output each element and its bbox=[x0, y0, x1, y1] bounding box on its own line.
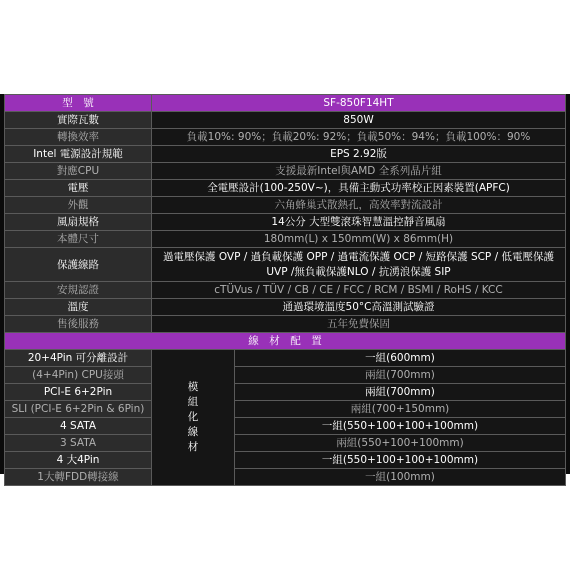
spec-value: 14公分 大型雙滾珠智慧溫控靜音風扇 bbox=[152, 214, 566, 231]
cable-row bbox=[5, 452, 566, 469]
spec-value: 五年免費保固 bbox=[152, 316, 566, 333]
cable-value: 兩組(700+150mm) bbox=[235, 401, 566, 418]
spec-value: 六角蜂巢式散熱孔，高效率對流設計 bbox=[152, 197, 566, 214]
spec-value: 全電壓設計(100-250V~)，具備主動式功率校正因素裝置(APFC) bbox=[152, 180, 566, 197]
group-char: 線 bbox=[187, 426, 199, 438]
group-char: 模 bbox=[187, 381, 199, 393]
spec-value: 通過環境溫度50°C高溫測試驗證 bbox=[152, 299, 566, 316]
spec-row bbox=[5, 299, 566, 316]
cable-value: 兩組(700mm) bbox=[235, 367, 566, 384]
spec-value: 過電壓保護 OVP / 過負載保護 OPP / 過電流保護 OCP / 短路保護 SCP / 低電壓保護 UVP /無負載保護NLO / 抗湧浪保護 SIP bbox=[152, 248, 566, 282]
cable-label: SLI (PCI-E 6+2Pin & 6Pin) bbox=[5, 401, 152, 418]
cable-section-title: 線 材 配 置 bbox=[5, 333, 566, 350]
modular-cable-group-label bbox=[152, 350, 235, 486]
cable-row bbox=[5, 401, 566, 418]
spec-value: 負載10%: 90%；負載20%: 92%；負載50%：94%；負載100%：90% bbox=[152, 129, 566, 146]
spec-value: 850W bbox=[152, 112, 566, 129]
group-char: 化 bbox=[187, 411, 199, 423]
cable-label: 4 SATA bbox=[5, 418, 152, 435]
cable-label: 4 大4Pin bbox=[5, 452, 152, 469]
spec-row bbox=[5, 146, 566, 163]
header-row bbox=[5, 95, 566, 112]
group-char: 材 bbox=[187, 441, 199, 453]
spec-value: EPS 2.92版 bbox=[152, 146, 566, 163]
spec-row bbox=[5, 129, 566, 146]
model-label: 型 號 bbox=[5, 95, 152, 112]
cable-value: 一組(550+100+100+100mm) bbox=[235, 452, 566, 469]
spec-label: 轉換效率 bbox=[5, 129, 152, 146]
cable-row bbox=[5, 367, 566, 384]
spec-label: 售後服務 bbox=[5, 316, 152, 333]
spec-row bbox=[5, 197, 566, 214]
spec-row bbox=[5, 316, 566, 333]
spec-row bbox=[5, 282, 566, 299]
spec-table bbox=[4, 94, 566, 486]
spec-label: 本體尺寸 bbox=[5, 231, 152, 248]
model-value: SF-850F14HT bbox=[152, 95, 566, 112]
cable-row bbox=[5, 350, 566, 367]
cable-value: 一組(100mm) bbox=[235, 469, 566, 486]
spec-row bbox=[5, 112, 566, 129]
cable-label: 3 SATA bbox=[5, 435, 152, 452]
cable-value: 一組(600mm) bbox=[235, 350, 566, 367]
cable-label: 20+4Pin 可分離設計 bbox=[5, 350, 152, 367]
spec-row bbox=[5, 163, 566, 180]
cable-value: 兩組(700mm) bbox=[235, 384, 566, 401]
spec-label: 實際瓦數 bbox=[5, 112, 152, 129]
cable-row bbox=[5, 384, 566, 401]
spec-label: 外觀 bbox=[5, 197, 152, 214]
cable-row bbox=[5, 435, 566, 452]
spec-label: 安規認證 bbox=[5, 282, 152, 299]
spec-label: Intel 電源設計規範 bbox=[5, 146, 152, 163]
cable-label: (4+4Pin) CPU接頭 bbox=[5, 367, 152, 384]
spec-label: 溫度 bbox=[5, 299, 152, 316]
spec-row bbox=[5, 231, 566, 248]
cable-label: 1大轉FDD轉接線 bbox=[5, 469, 152, 486]
cable-row bbox=[5, 469, 566, 486]
spec-label: 對應CPU bbox=[5, 163, 152, 180]
spec-label: 風扇規格 bbox=[5, 214, 152, 231]
group-char: 組 bbox=[187, 396, 199, 408]
cable-value: 兩組(550+100+100mm) bbox=[235, 435, 566, 452]
spec-sheet bbox=[0, 94, 570, 483]
cable-label: PCI-E 6+2Pin bbox=[5, 384, 152, 401]
cable-section-header bbox=[5, 333, 566, 350]
cable-row bbox=[5, 418, 566, 435]
spec-row bbox=[5, 214, 566, 231]
spec-value: 180mm(L) x 150mm(W) x 86mm(H) bbox=[152, 231, 566, 248]
spec-value: 支援最新Intel與AMD 全系列晶片組 bbox=[152, 163, 566, 180]
cable-value: 一組(550+100+100+100mm) bbox=[235, 418, 566, 435]
spec-row bbox=[5, 248, 566, 282]
spec-row bbox=[5, 180, 566, 197]
spec-value: cTÜVus / TÜV / CB / CE / FCC / RCM / BSMI / RoHS / KCC bbox=[152, 282, 566, 299]
spec-label: 電壓 bbox=[5, 180, 152, 197]
spec-label: 保護線路 bbox=[5, 248, 152, 282]
